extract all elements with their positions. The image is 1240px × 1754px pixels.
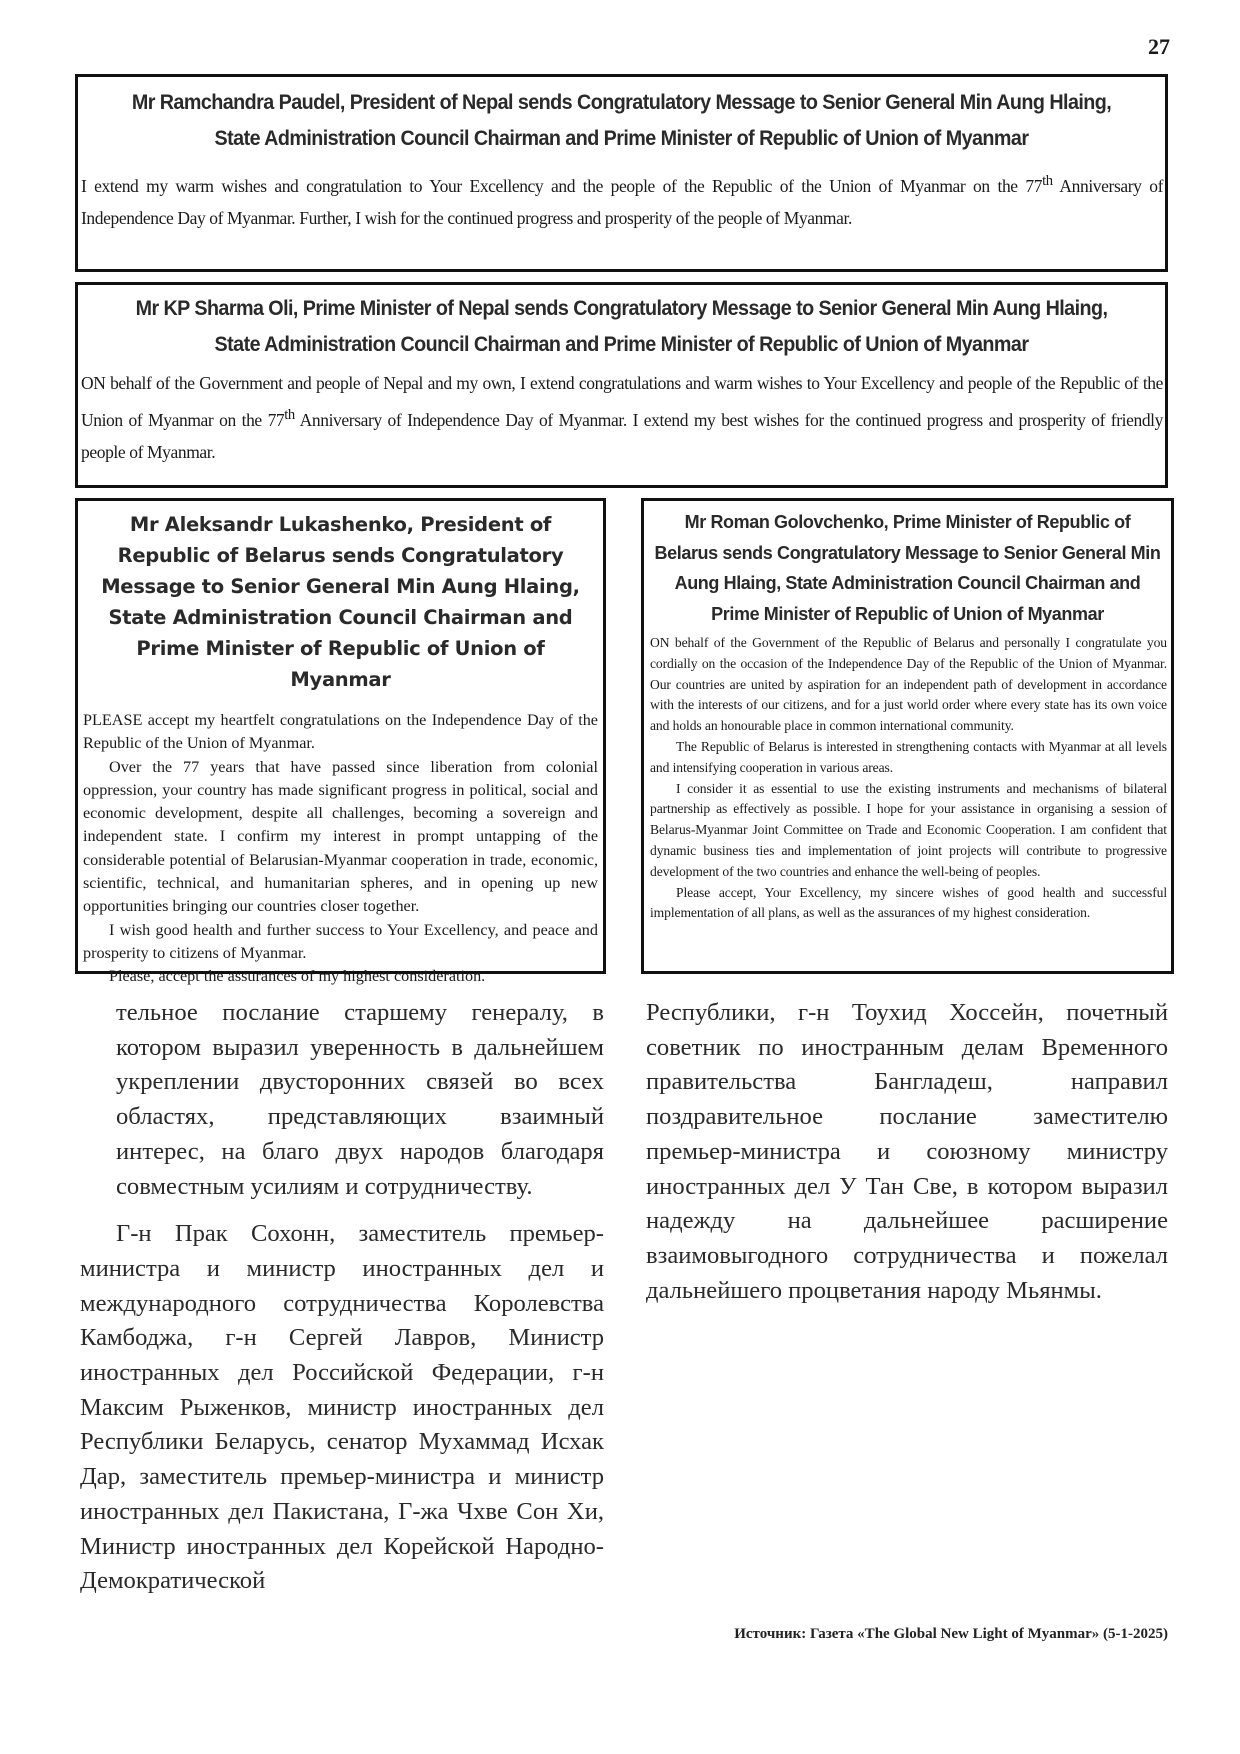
article-column-right [646, 996, 1168, 1308]
message-title-line: Mr KP Sharma Oli, Prime Minister of Nepal sends Congratulatory Message to Senior General Min Aung Hlaing, [135, 297, 1108, 320]
message-paragraph: Over the 77 years that have passed since liberation from colonial oppression, your country has made significant progress in political, social and economic development, despite all challenges, becoming a sovereign and independent state. I confirm my interest in prompt untapping of the considerable potential of Belarusian-Myanmar cooperation in trade, economic, scientific, technical, and humanitarian spheres, and in opening up new opportunities bringing our countries closer together. [83, 757, 598, 916]
message-title [111, 85, 1133, 157]
nepal-president-message-box [75, 74, 1168, 272]
message-title: Mr Aleksandr Lukashenko, President of Republic of Belarus sends Congratulatory Message to Senior General Min Aung Hlaing, State Administration Council Chairman and Prime Minister of Republic of Union of Myanmar [101, 513, 580, 691]
message-title-line: State Administration Council Chairman and Prime Minister of Republic of Union of Myanmar [214, 333, 1029, 356]
message-title-line: State Administration Council Chairman and Prime Minister of Republic of Union of Myanmar [214, 127, 1029, 150]
page-number: 27 [1148, 34, 1170, 59]
message-paragraph: PLEASE accept my heartfelt congratulations on the Independence Day of the Republic of the Union of Myanmar. [83, 711, 598, 753]
article-paragraph: тельное послание старшему генералу, в котором выразил уверенность в дальнейшем укреплении двусторонних связей во всех областях, представляющих взаимный интерес, на благо двух народов благодаря совместным усилиям и сотрудничеству. [116, 999, 604, 1200]
nepal-pm-message-box [75, 282, 1168, 488]
belarus-pm-message-box [641, 498, 1174, 974]
message-paragraph: I wish good health and further success to Your Excellency, and peace and prosperity to citizens of Myanmar. [83, 920, 598, 962]
message-body: ON behalf of the Government and people of Nepal and my own, I extend congratulations and warm wishes to Your Excellency and people of the Republic of the Union of Myanmar on the 77th Anniversary of Independence Day of Myanmar. I extend my best wishes for the continued progress and prosperity of friendly people of Myanmar. [81, 373, 1163, 462]
message-paragraph: ON behalf of the Government of the Republic of Belarus and personally I congratulate you cordially on the occasion of the Independence Day of the Republic of the Union of Myanmar. Our countries are united by aspiration for an independent path of development in accordance with the interests of our citizens, and for a just world order where every state has its own voice and holds an honourable place in common international community. [650, 635, 1167, 734]
source-citation: Источник: Газета «The Global New Light of Myanmar» (5-1-2025) [734, 1626, 1168, 1642]
message-title [111, 291, 1133, 363]
message-paragraph: I consider it as essential to use the existing instruments and mechanisms of bilateral partnership as effectively as possible. I hope for your assistance in organising a session of Belarus-Myanmar Joint Committee on Trade and Economic Cooperation. I am confident that dynamic business ties and implementation of joint projects will contribute to progressive development of the two countries and enhance the well-being of peoples. [650, 780, 1167, 879]
message-paragraph: Please accept, Your Excellency, my sincere wishes of good health and successful implementation of all plans, as well as the assurances of my highest consideration. [650, 884, 1167, 921]
message-paragraph: Please, accept the assurances of my highest consideration. [109, 967, 486, 986]
message-title: Mr Roman Golovchenko, Prime Minister of Republic of Belarus sends Congratulatory Message to Senior General Min Aung Hlaing, State Administration Council Chairman and Prime Minister of Republic of Union of Myanmar [654, 512, 1161, 624]
message-body [650, 633, 1167, 924]
belarus-president-message-box [75, 498, 606, 986]
message-body: I extend my warm wishes and congratulation to Your Excellency and the people of the Republic of the Union of Myanmar on the 77th Anniversary of Independence Day of Myanmar. Further, I wish for the continued progress and prosperity of the people of Myanmar. [81, 173, 1163, 228]
message-paragraph: The Republic of Belarus is interested in strengthening contacts with Myanmar at all levels and intensifying cooperation in various areas. [650, 738, 1167, 775]
message-title-line: Mr Ramchandra Paudel, President of Nepal sends Congratulatory Message to Senior General Min Aung Hlaing, [131, 91, 1112, 114]
article-column-left [80, 996, 604, 1599]
article-paragraph: Республики, г-н Тоухид Хоссейн, почетный советник по иностранным делам Временного правительства Бангладеш, направил поздравительное послание заместителю премьер-министра и союзному министру иностранных дел У Тан Све, в котором выразил надежду на дальнейшее расширение взаимовыгодного сотрудничества и пожелал дальнейшего процветания народу Мьянмы. [646, 999, 1168, 1304]
article-paragraph: Г-н Прак Сохонн, заместитель премьер-министра и министр иностранных дел и международного сотрудничества Королевства Камбоджа, г-н Сергей Лавров, Министр иностранных дел Российской Федерации, г-н Максим Рыженков, министр иностранных дел Республики Беларусь, сенатор Мухаммад Исхак Дар, заместитель премьер-министра и министр иностранных дел Пакистана, Г-жа Чхве Сон Хи, Министр иностранных дел Корейской Народно-Демократической [80, 1220, 604, 1595]
message-body [83, 709, 598, 989]
